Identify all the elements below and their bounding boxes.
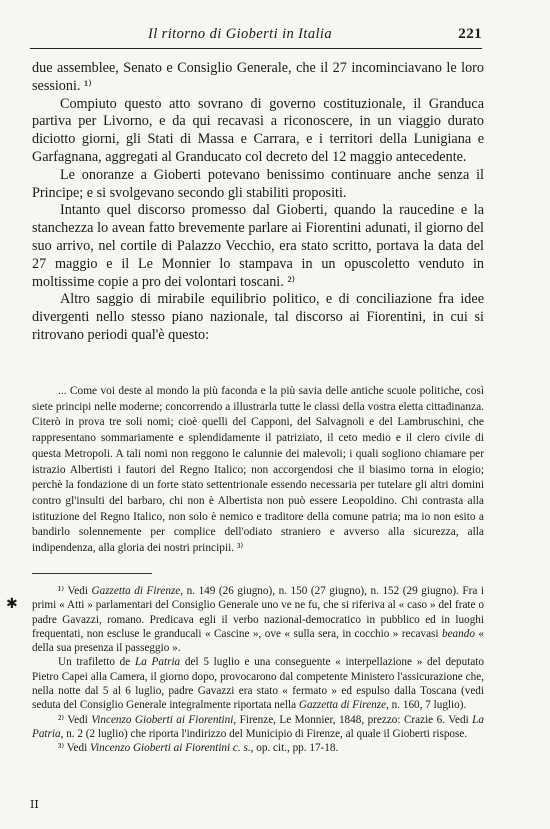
footnote-source: Vincenzo Gioberti ai Fiorentini c. s. <box>90 742 251 755</box>
footnote-text: Un trafiletto de <box>58 656 135 669</box>
header-rule <box>30 48 482 49</box>
footnote-rule <box>32 573 152 574</box>
footnote-text: , Firenze, Le Monnier, 1848, prezzo: Crazie 6. Vedi <box>233 713 473 726</box>
paragraph: Intanto quel discorso promesso dal Gioberti, quando la raucedine e la stanchezza lo avean fatto brevemente parlare ai Fiorentini adunati, il giorno del suo arrivo, nel cortile di Palazzo Vecchio, era stato scritto, portava la data del 27 maggio e il Le Monnier lo stampava in un opuscoletto venduto in moltissime copie a pro dei volontari toscani. ²⁾ <box>32 202 484 290</box>
footnote-source: Gazzetta di Firenze <box>91 585 181 597</box>
paragraph: Altro saggio di mirabile equilibrio politico, e di conciliazione fra idee divergenti nello stesso piano nazionale, tal discorso ai Fiorentini, in cui si ritrovano periodi qual'è questo: <box>32 291 484 343</box>
footnote-2 <box>32 713 484 742</box>
footnote-source: La Patria <box>135 656 181 669</box>
block-quote <box>32 384 484 557</box>
quote-text: ... Come voi deste al mondo la più faconda e la più savia delle antiche scuole politiche, così siete principi nelle moderne; concorrendo a illustrarla tutte le classi della vostra eletta cittadinanza. Citerò in prova tre soli nomi; cioè quelli del Capponi, del Salvagnoli e del Lambruschini, che rappresentano sommariamente e splendidamente il patriziato, il ceto medio e il clero civile di questa Metropoli. A tali nomi non reggono le calunnie dei malevoli; i quali sogliono chiamare per istrazio Albertisti i fautori del Regno Italico; non accorgendosi che il biasimo torna in elogio; perchè la fondazione di un forte stato settentrionale essendo necessaria per tutelare gli altri domini contro gl'insulti del barbaro, chi non è Albertista non può essere Leopoldino. Chi contrasta alla istituzione del Regno Italico, non solo è nemico e traditore della comune patria; ma io non esito a bandirlo solennemente per complice dell'odiato straniero e avverso alla sicurezza, alla indipendenza, alla gloria dei nostri principii. ³⁾ <box>32 385 484 555</box>
footnote-1 <box>32 584 484 655</box>
main-text <box>32 60 484 345</box>
footnote-text: , n. 160, 7 luglio). <box>386 699 467 712</box>
signature-mark: II <box>30 798 39 811</box>
footnote-text: ¹⁾ Vedi <box>58 585 92 597</box>
footnote-1-continued <box>32 655 484 712</box>
footnote-source: Gazzetta di Firenze <box>298 699 387 712</box>
footnote-3 <box>32 741 484 755</box>
paragraph: Le onoranze a Gioberti potevano benissimo continuare anche senza il Principe; e si svolgevano secondo gli stabiliti propositi. <box>32 166 484 201</box>
footnote-italic: beando <box>442 627 475 640</box>
footnote-source: Vincenzo Gioberti ai Fiorentini <box>91 713 234 726</box>
footnote-text: , n. 2 (2 luglio) che riporta l'indirizzo del Municipio di Firenze, al quale il Gioberti rispose. <box>60 727 468 740</box>
running-title: Il ritorno di Gioberti in Italia <box>148 26 332 42</box>
footnotes <box>32 584 484 756</box>
margin-mark: ✱ <box>6 596 18 612</box>
footnote-text: del 5 luglio e una conseguente « interpellazione » del deputato Pietro Capei alla Camera, il giorno dopo, provocarono dal competente Ministero l'assicurazione che, nella notte dal 5 al 6 luglio, padre Gavazzi era stato « fermato » ed espulso dalla Toscana (vedi seduta del Consiglio Generale integralmente riportata nella <box>32 656 484 712</box>
paragraph: due assemblee, Senato e Consiglio Generale, che il 27 incominciavano le loro sessioni. ¹⁾ <box>32 60 484 94</box>
page-number: 221 <box>458 26 482 42</box>
footnote-text: , n. 149 (26 giugno), n. 150 (27 giugno), n. 152 (29 giugno). Fra i primi « Atti » parlamentari del Consiglio Generale uno ve ne fu, che si riferiva al « caso » del frate o padre Gavazzi, romano. Predicava egli il verbo nazional-democratico in pubblico ed in luoghi frequentati, non escluse le granducali « Cascine », ove « sulla sera, in cocchio » recavasi <box>32 585 485 640</box>
footnote-source: La Patria <box>32 713 484 740</box>
paragraph: Compiuto questo atto sovrano di governo costituzionale, il Granduca partiva per Livorno, e da qui recavasi a riconoscere, in un viaggio durato diciotto giorni, gli Stati di Massa e Carrara, e i territori della Lunigiana e Garfagnana, aggregati al Granducato col decreto del 12 maggio antecedente. <box>32 95 484 165</box>
footnote-text: « della sua presenza il passeggio ». <box>32 627 485 655</box>
footnote-text: , op. cit., pp. 17-18. <box>250 742 339 755</box>
footnote-text: ³⁾ Vedi <box>58 742 90 755</box>
footnote-text: ²⁾ Vedi <box>58 713 92 726</box>
